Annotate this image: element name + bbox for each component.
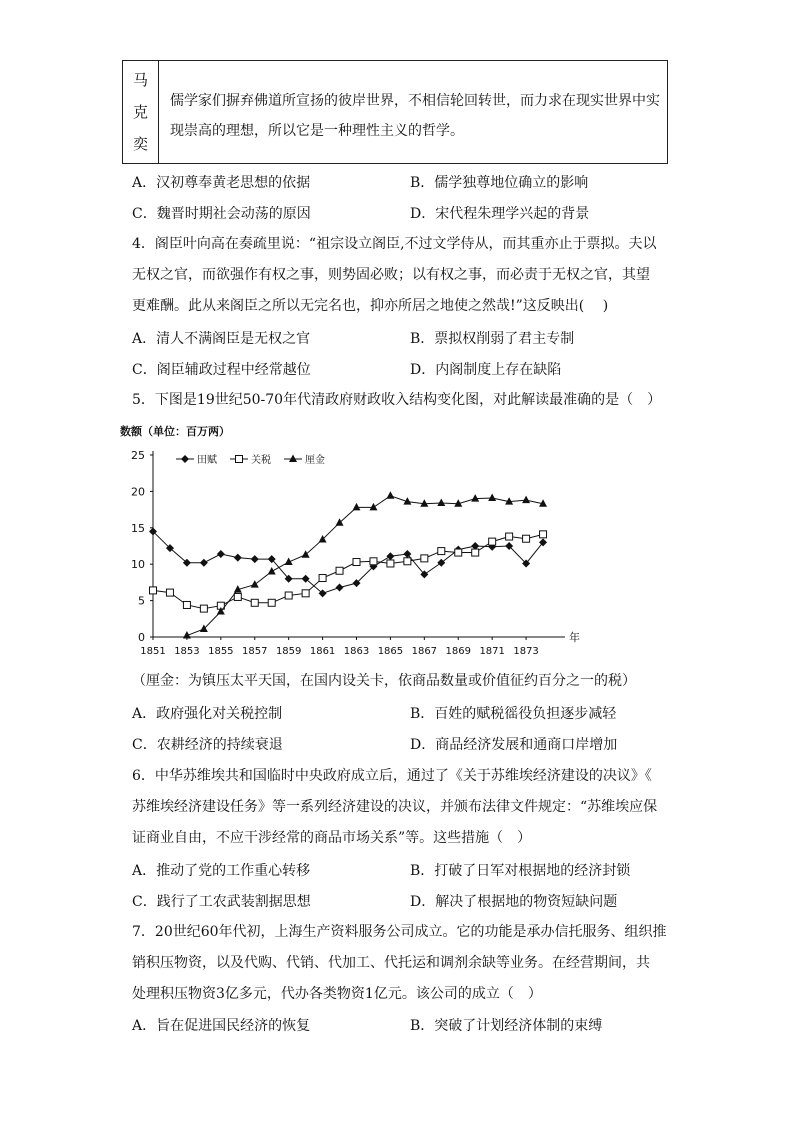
- data-point-customs-duty: [540, 531, 547, 538]
- x-tick-label: 1859: [275, 646, 302, 657]
- x-tick-label: 1851: [140, 646, 166, 657]
- q7-option-b[interactable]: B．突破了计划经济体制的束缚: [410, 1018, 603, 1034]
- x-tick-label: 1865: [377, 646, 404, 657]
- data-point-land-tax: [386, 552, 394, 560]
- q5-note: （厘金：为镇压太平天国，在国内设关卡，依商品数量或价值征约百分之一的税）: [132, 673, 636, 689]
- q6-option-b[interactable]: B．打破了日军对根据地的经济封锁: [410, 863, 631, 879]
- x-tick-label: 1873: [513, 646, 539, 657]
- x-tick-label: 1853: [174, 646, 200, 657]
- q5-option-a[interactable]: A．政府强化对关税控制: [132, 706, 283, 722]
- q4-stem-line: 更难酬。此从来阁臣之所以无完名也，抑亦所居之地使之然哉!”这反映出( ): [132, 298, 609, 314]
- q5-stem: 5．下图是19世纪50-70年代清政府财政收入结构变化图，对此解读最准确的是（ ）: [132, 392, 662, 408]
- q7-stem-line: 销积压物资，以及代购、代销、代加工、代托运和调剂余缺等业务。在经营期间，共: [132, 955, 650, 971]
- quote-author-char: 马: [133, 71, 149, 89]
- y-tick-label: 15: [131, 521, 145, 535]
- q3-option-b[interactable]: B．儒学独尊地位确立的影响: [410, 175, 589, 191]
- q6-stem-line: 证商业自由，不应干涉经常的商品市场关系”等。这些措施（ ）: [132, 830, 532, 846]
- data-point-customs-duty: [285, 592, 292, 599]
- data-point-customs-duty: [166, 589, 173, 596]
- data-point-likin: [386, 491, 394, 499]
- x-tick-label: 1871: [479, 646, 505, 657]
- data-point-customs-duty: [438, 548, 445, 555]
- y-tick-label: 5: [138, 594, 145, 608]
- legend-label-likin: 厘金: [305, 455, 325, 466]
- data-point-likin: [488, 493, 496, 501]
- data-point-customs-duty: [268, 599, 275, 606]
- data-point-customs-duty: [489, 538, 496, 545]
- data-point-likin: [251, 580, 259, 588]
- legend-marker-customs-duty: [236, 456, 243, 463]
- data-point-land-tax: [217, 550, 225, 558]
- y-tick-label: 20: [131, 485, 145, 499]
- q6-option-d[interactable]: D．解决了根据地的物资短缺问题: [410, 894, 618, 910]
- quote-text-line: 现崇高的理想，所以它是一种理性主义的哲学。: [170, 123, 464, 139]
- legend-marker-land-tax: [181, 455, 189, 463]
- quote-author-cell: [123, 61, 159, 163]
- legend-label-customs-duty: 关税: [251, 455, 271, 466]
- q4-option-c[interactable]: C．阁臣辅政过程中经常越位: [132, 362, 311, 378]
- data-point-likin: [437, 499, 445, 507]
- y-tick-label: 25: [131, 449, 145, 462]
- data-point-customs-duty: [150, 587, 157, 594]
- x-tick-label: 1855: [208, 646, 234, 657]
- q3-option-a[interactable]: A．汉初尊奉黄老思想的依据: [132, 175, 311, 191]
- q4-option-b[interactable]: B．票拟权削弱了君主专制: [410, 331, 575, 347]
- data-point-land-tax: [336, 583, 344, 591]
- q7-stem-line: 处理积压物资3亿多元，代办各类物资1亿元。该公司的成立（ ）: [132, 986, 542, 1002]
- x-tick-label: 1861: [309, 646, 336, 657]
- q5-option-c[interactable]: C．农耕经济的持续衰退: [132, 737, 283, 753]
- q4-option-a[interactable]: A．清人不满阁臣是无权之官: [132, 331, 311, 347]
- data-point-customs-duty: [387, 560, 394, 567]
- quote-author-char: 奕: [133, 135, 149, 153]
- legend-marker-likin: [289, 455, 297, 463]
- data-point-likin: [302, 550, 310, 558]
- q6-option-a[interactable]: A．推动了党的工作重心转移: [132, 863, 311, 879]
- q5-option-b[interactable]: B．百姓的赋税徭役负担逐步减轻: [410, 706, 617, 722]
- data-point-customs-duty: [234, 593, 241, 600]
- data-point-land-tax: [200, 559, 208, 567]
- data-point-customs-duty: [523, 535, 530, 542]
- data-point-customs-duty: [336, 567, 343, 574]
- series-line-land-tax: [153, 531, 543, 593]
- revenue-chart: [120, 418, 595, 663]
- q6-option-c[interactable]: C．践行了工农武装割据思想: [132, 894, 311, 910]
- q7-stem-line: 7．20世纪60年代初，上海生产资料服务公司成立。它的功能是承办信托服务、组织推: [132, 924, 667, 940]
- y-tick-label: 10: [131, 558, 145, 572]
- data-point-customs-duty: [302, 590, 309, 597]
- data-point-customs-duty: [506, 533, 513, 540]
- q4-stem-line: 4．阁臣叶向高在奏疏里说：“祖宗设立阁臣,不过文学侍从，而其重亦止于票拟。夫以: [132, 236, 657, 252]
- data-point-customs-duty: [183, 601, 190, 608]
- q6-stem-line: 6．中华苏维埃共和国临时中央政府成立后，通过了《关于苏维埃经济建设的决议》《: [132, 768, 652, 784]
- data-point-likin: [353, 503, 361, 511]
- data-point-customs-duty: [200, 605, 207, 612]
- legend-label-land-tax: 田赋: [197, 455, 217, 466]
- q4-option-d[interactable]: D．内阁制度上存在缺陷: [410, 362, 562, 378]
- quote-text-line: 儒学家们摒弃佛道所宣扬的彼岸世界，不相信轮回转世，而力求在现实世界中实: [170, 93, 660, 109]
- x-tick-label: 1869: [445, 646, 471, 657]
- data-point-customs-duty: [404, 558, 411, 565]
- data-point-customs-duty: [251, 599, 258, 606]
- data-point-likin: [369, 503, 377, 511]
- x-tick-label: 1857: [242, 646, 268, 657]
- y-tick-label: 0: [138, 631, 145, 644]
- data-point-customs-duty: [455, 549, 462, 556]
- q5-option-d[interactable]: D．商品经济发展和通商口岸增加: [410, 737, 618, 753]
- x-axis-label: 年: [569, 631, 580, 644]
- data-point-land-tax: [234, 554, 242, 562]
- y-axis-label: 数额（单位：百万两）: [120, 425, 230, 438]
- data-point-likin: [336, 518, 344, 526]
- data-point-customs-duty: [472, 549, 479, 556]
- series-line-likin: [187, 496, 543, 636]
- data-point-customs-duty: [353, 559, 360, 566]
- q7-option-a[interactable]: A．旨在促进国民经济的恢复: [132, 1018, 311, 1034]
- data-point-likin: [268, 567, 276, 575]
- q3-option-d[interactable]: D．宋代程朱理学兴起的背景: [410, 206, 590, 222]
- x-tick-label: 1863: [343, 646, 370, 657]
- q3-option-c[interactable]: C．魏晋时期社会动荡的原因: [132, 206, 311, 222]
- q6-stem-line: 苏维埃经济建设任务》等一系列经济建设的决议，并颁布法律文件规定：“苏维埃应保: [132, 799, 658, 815]
- series-line-customs-duty: [153, 534, 543, 608]
- data-point-customs-duty: [421, 555, 428, 562]
- x-tick-label: 1867: [411, 646, 438, 657]
- data-point-land-tax: [437, 559, 445, 567]
- quote-author-char: 克: [133, 103, 149, 121]
- data-point-customs-duty: [319, 575, 326, 582]
- data-point-land-tax: [251, 555, 259, 563]
- q4-stem-line: 无权之官，而欲强作有权之事，则势固必败；以有权之事，而必责于无权之官，其望: [132, 267, 650, 283]
- quote-table: [122, 60, 668, 164]
- data-point-customs-duty: [370, 558, 377, 565]
- data-point-likin: [522, 496, 530, 504]
- data-point-likin: [471, 494, 479, 502]
